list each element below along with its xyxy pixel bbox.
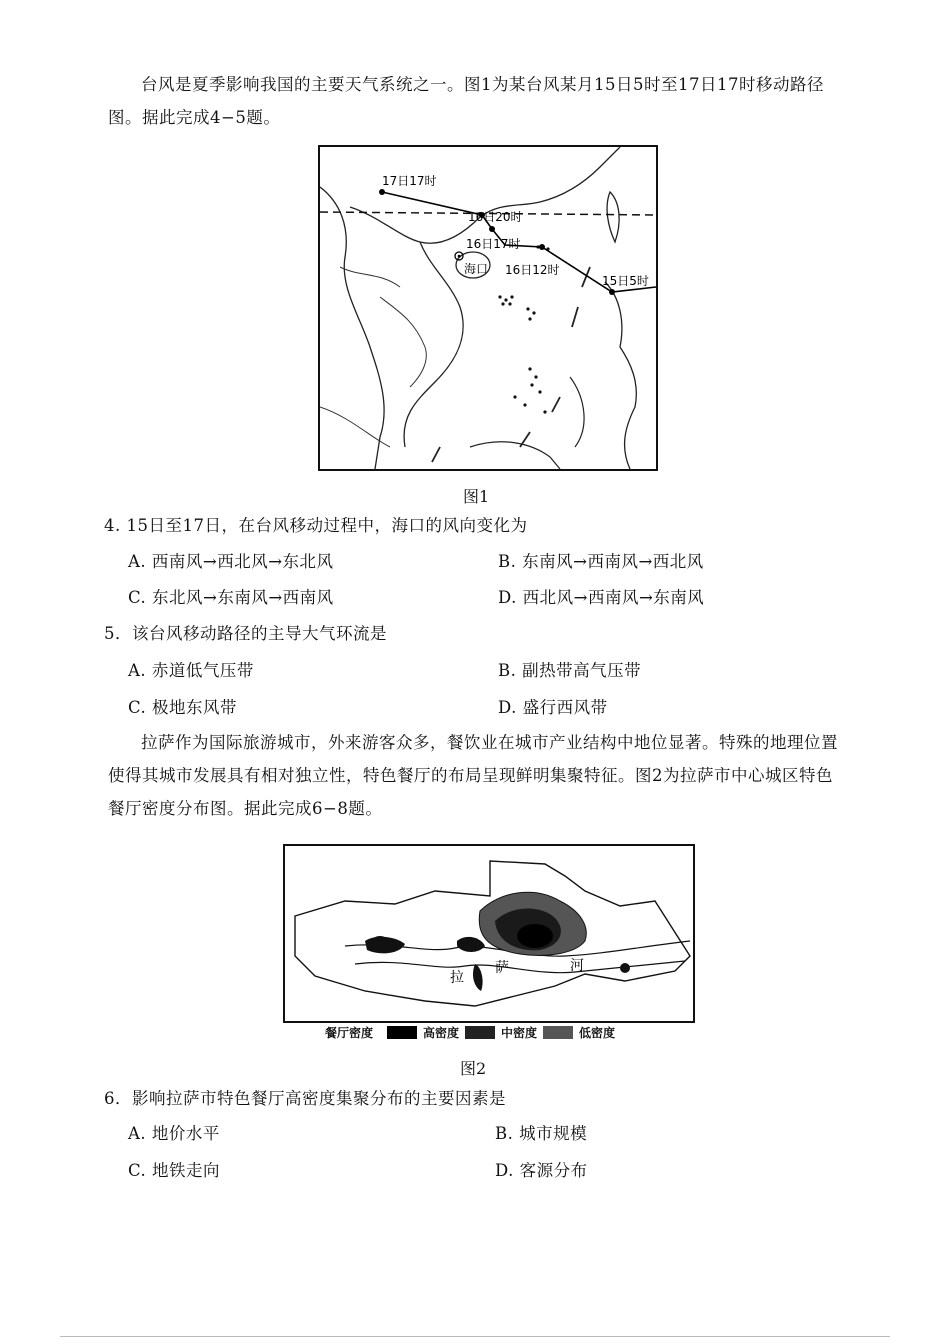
q5-option-b: B. 副热带高气压带	[498, 661, 642, 680]
figure-1-typhoon-map	[318, 145, 658, 471]
q5-option-a: A. 赤道低气压带	[128, 661, 254, 680]
typhoon-map-svg	[320, 147, 656, 469]
q4-option-d: D. 西北风→西南风→东南风	[498, 588, 705, 607]
density-area-high	[473, 964, 483, 991]
density-area-high	[372, 936, 388, 946]
q4-option-c: C. 东北风→东南风→西南风	[128, 588, 334, 607]
figure-2-caption: 图2	[460, 1059, 487, 1078]
figure-2-lhasa-density-map	[283, 844, 695, 1023]
q6-option-d: D. 客源分布	[495, 1161, 588, 1180]
page-bottom-divider	[60, 1336, 890, 1337]
coastline-palawan	[570, 377, 584, 447]
legend-low: 低密度	[579, 1026, 616, 1040]
coastline-south-china	[350, 147, 620, 243]
legend-medium: 中密度	[501, 1026, 538, 1040]
coastline-philippines	[605, 282, 636, 469]
density-area-high	[620, 963, 630, 973]
intro-paragraph-lhasa: 拉萨作为国际旅游城市，外来游客众多，餐饮业在城市产业结构中地位显著。特殊的地理位置使得其城市发展具有相对独立性，特色餐厅的布局呈现鲜明集聚特征。图2为拉萨市中心城区特色餐厅密度分布图。据此完成6−8题。	[108, 733, 838, 818]
label-16d20h: 16日20时	[468, 210, 523, 224]
taiwan-island	[607, 192, 619, 242]
coastline-borneo	[470, 442, 560, 469]
river-bank-south	[355, 961, 685, 973]
lhasa-map-svg	[285, 846, 693, 1021]
legend-swatch-low	[543, 1026, 573, 1039]
border-line	[340, 267, 400, 287]
question-6-stem: 6．影响拉萨市特色餐厅高密度集聚分布的主要因素是	[104, 1089, 506, 1108]
river-label-la: 拉	[450, 970, 464, 986]
border-line	[320, 407, 390, 447]
q6-option-b: B. 城市规模	[495, 1124, 588, 1143]
label-16d17h: 16日17时	[466, 237, 521, 251]
q6-option-a: A. 地价水平	[128, 1124, 220, 1143]
q4-option-b: B. 东南风→西南风→西北风	[498, 552, 704, 571]
legend-high: 高密度	[423, 1026, 460, 1040]
intro-paragraph-typhoon: 台风是夏季影响我国的主要天气系统之一。图1为某台风某月15日5时至17日17时移动路径图。据此完成4−5题。	[108, 75, 824, 127]
border-line	[380, 297, 426, 387]
legend-swatch-medium	[465, 1026, 495, 1039]
q6-option-c: C. 地铁走向	[128, 1161, 221, 1180]
label-17d17h: 17日17时	[382, 174, 437, 188]
river-label-sa: 萨	[495, 960, 509, 976]
density-area-high	[517, 924, 553, 948]
figure-2-legend	[325, 1024, 665, 1041]
q5-option-c: C. 极地东风带	[128, 698, 238, 717]
label-haikou: 海口	[464, 262, 489, 276]
q4-option-a: A. 西南风→西北风→东北风	[128, 552, 334, 571]
river-label-he: 河	[570, 958, 584, 974]
coastline-indochina	[404, 242, 463, 447]
density-area-high	[457, 937, 485, 952]
question-4-stem: 4. 15日至17日，在台风移动过程中，海口的风向变化为	[104, 516, 528, 535]
question-5-stem: 5．该台风移动路径的主导大气环流是	[104, 624, 387, 643]
label-16d12h: 16日12时	[505, 263, 560, 277]
legend-swatch-high	[387, 1026, 417, 1039]
label-15d5h: 15日5时	[602, 274, 649, 288]
figure-1-caption: 图1	[463, 487, 490, 506]
legend-title: 餐厅密度	[325, 1026, 374, 1040]
coastline-west	[320, 187, 384, 469]
q5-option-d: D. 盛行西风带	[498, 698, 608, 717]
